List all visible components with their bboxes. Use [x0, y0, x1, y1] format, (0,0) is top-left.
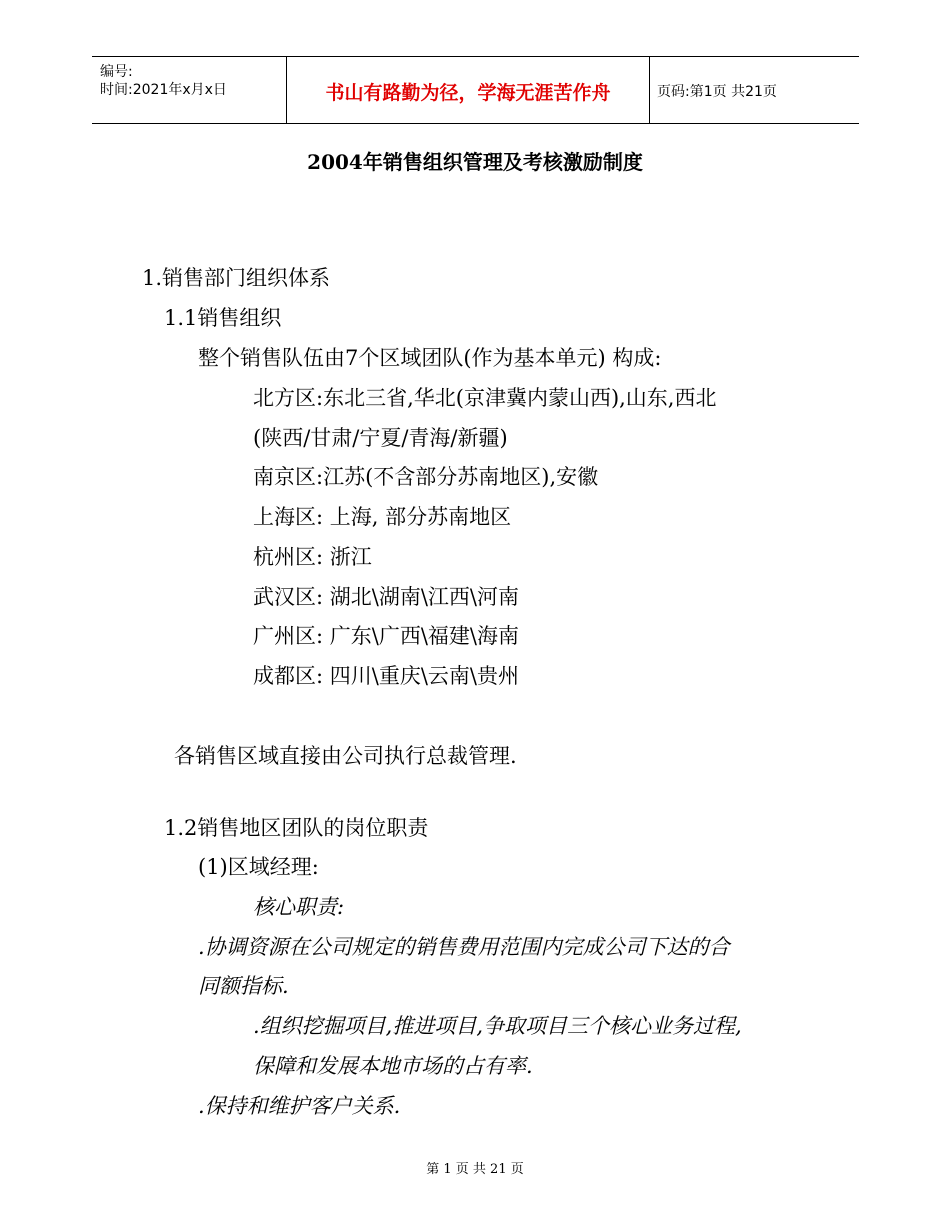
org-intro-paragraph: 整个销售队伍由7个区域团队(作为基本单元) 构成:	[198, 346, 662, 370]
document-time-label: 时间:2021年x月x日	[100, 82, 227, 98]
section-heading-1-2: 1.2销售地区团队的岗位职责	[164, 816, 429, 840]
region-line: 武汉区: 湖北\湖南\江西\河南	[253, 585, 519, 609]
duty-line: 同额指标.	[198, 974, 289, 998]
role-heading-regional-manager: (1)区域经理:	[198, 855, 319, 879]
section-heading-1-1: 1.1销售组织	[164, 306, 282, 330]
page-header	[92, 56, 859, 124]
duty-line: 保障和发展本地市场的占有率.	[253, 1054, 533, 1078]
duty-line: .组织挖掘项目,推进项目,争取项目三个核心业务过程,	[253, 1014, 742, 1038]
region-line: 南京区:江苏(不含部分苏南地区),安徽	[253, 465, 599, 489]
duty-line: .协调资源在公司规定的销售费用范围内完成公司下达的合	[198, 935, 730, 959]
region-line: 杭州区: 浙江	[253, 545, 372, 569]
region-line: 北方区:东北三省,华北(京津冀内蒙山西),山东,西北	[253, 386, 717, 410]
document-number-label: 编号:	[100, 64, 133, 80]
section-heading-1: 1.销售部门组织体系	[142, 266, 331, 290]
region-line: 成都区: 四川\重庆\云南\贵州	[253, 664, 519, 688]
region-line: (陕西/甘肃/宁夏/青海/新疆)	[253, 426, 508, 450]
region-line: 广州区: 广东\广西\福建\海南	[253, 624, 519, 648]
header-meta-cell	[92, 57, 286, 123]
header-page-cell	[649, 57, 859, 123]
duty-line: .保持和维护客户关系.	[198, 1094, 401, 1118]
header-motto: 书山有路勤为径，学海无涯苦作舟	[325, 82, 611, 104]
core-duty-label: 核心职责:	[253, 895, 345, 919]
management-paragraph: 各销售区域直接由公司执行总裁管理.	[174, 744, 517, 768]
region-line: 上海区: 上海, 部分苏南地区	[253, 505, 512, 529]
header-motto-cell	[286, 57, 650, 123]
header-page-label: 页码:第1页 共21页	[657, 84, 777, 100]
page-footer: 第 1 页 共 21 页	[426, 1162, 524, 1177]
document-title: 2004年销售组织管理及考核激励制度	[307, 150, 643, 174]
